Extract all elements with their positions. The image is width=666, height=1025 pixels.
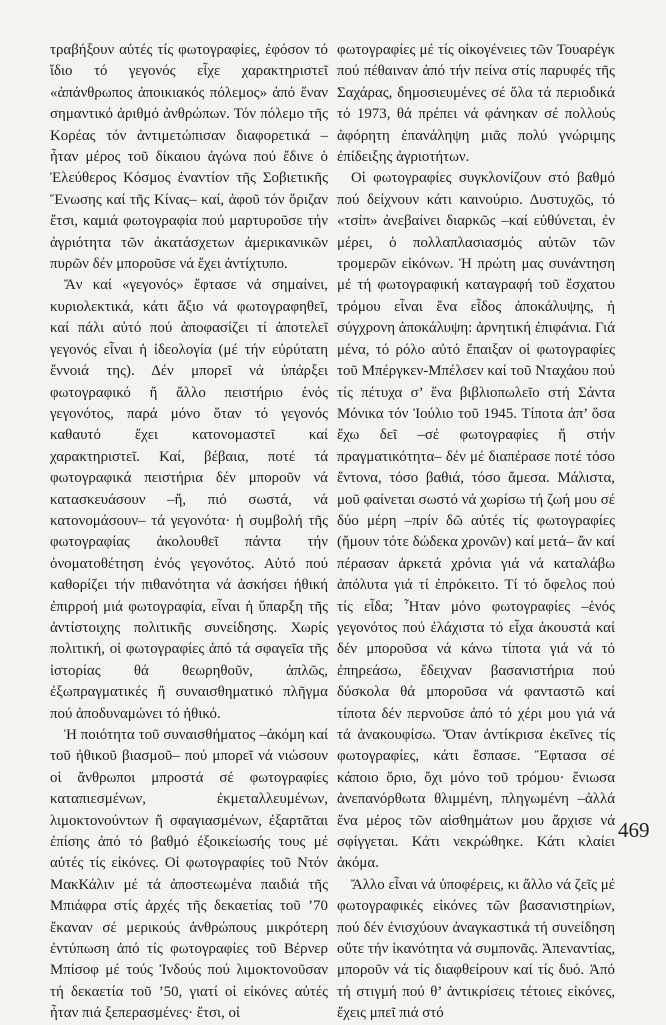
paragraph: τραβήξουν αὐτές τίς φωτογραφίες, ἐφόσον τό ἴδιο τό γεγονός εἶχε χαρακτηριστεῖ «ἀπάνθρωπος ἀποικιακός πόλεμος» ἀπό ἕναν σημαντικό ἀριθμό ἀνθρώπων. Τόν πόλεμο τῆς Κορέας τόν ἀντιμετώπισαν διαφορετικά –ἦταν μέρος τοῦ δίκαιου ἀγώνα πού ἔδινε ὁ Ἐλεύθερος Κόσμος ἐναντίον τῆς Σοβιετικῆς Ἕνωσης καί τῆς Κίνας– καί, ἀφοῦ τόν ὅριζαν ἔτσι, καμιά φωτογραφία πού μαρτυροῦσε τήν ἀγριότητα τῶν ἀκατάσχετων ἀμερικανικῶν πυρῶν δέν μποροῦσε νά ἔχει ἀντίχτυπο. xyxy=(50,42,328,273)
paragraph: Ἄλλο εἶναι νά ὑποφέρεις, κι ἄλλο νά ζεῖς μέ φωτογραφικές εἰκόνες τῶν βασανιστηρίων, πού δέν ἐνισχύουν ἀναγκαστικά τή συνείδηση οὔτε τήν ἱκανότητα νά συμπονᾶς. Ἀπεναντίας, μποροῦν νά τίς διαφθείρουν καί τίς δυό. Ἀπό τή στιγμή πού θ’ ἀντικρίσεις τέτοιες εἰκόνες, ἔχεις μπεῖ πιά στό xyxy=(337,876,615,1022)
paragraph: Οἱ φωτογραφίες συγκλονίζουν στό βαθμό πού δείχνουν κάτι καινούριο. Δυστυχῶς, τό «τσίπ» ἀνεβαίνει διαρκῶς –καί εὐθύνεται, ἐν μέρει, ὁ πολλαπλασιασμός αὐτῶν τῶν τρομερῶν εἰκόνων. Ἡ πρώτη μας συνάντηση μέ τή φωτογραφική καταγραφή τοῦ ἔσχατου τρόμου εἶναι ἕνα εἶδος ἀποκάλυψης, ἡ σύγχρονη ἀποκάλυψη: ἀρνητική ἐπιφάνια. Γιά μένα, τό ρόλο αὐτό ἔπαιξαν οἱ φωτογραφίες τοῦ Μπέργκεν-Μπέλσεν καί τοῦ Νταχάου πού τίς πέτυχα σ’ ἕνα βιβλιοπωλεῖο στή Σάντα Μόνικα τόν Ἰούλιο τοῦ 1945. Τίποτα ἀπ’ ὅσα ἔχω δεῖ –σέ φωτογραφίες ἤ στήν πραγματικότητα– δέν μέ διαπέρασε ποτέ τόσο ἔντονα, τόσο βαθιά, τόσο ἄμεσα. Μάλιστα, μοῦ φαίνεται σωστό νά χωρίσω τή ζωή μου σέ δύο μέρη –πρίν δῶ αὐτές τίς φωτογραφίες (ἤμουν τότε δώδεκα χρονῶν) καί μετά– ἄν καί πέρασαν ἀρκετά χρόνια γιά νά καταλάβω ἀπόλυτα γιά τί ἐπρόκειτο. Τί τό ὄφελος πού τίς εἶδα; Ἦταν μόνο φωτογραφίες –ἑνός γεγονότος πού ἐλάχιστα τό εἶχα ἀκουστά καί δέν μποροῦσα νά κάνω τίποτα γιά νά τό ἐπηρεάσω, ἔδειχναν βασανιστήρια πού δύσκολα θά μποροῦσα νά φανταστῶ καί τίποτα δέν περνοῦσε ἀπό τό χέρι μου γιά νά τά ἀνακουφίσω. Ὅταν ἀντίκρισα ἐκεῖνες τίς φωτογραφίες, κάτι ἔσπασε. Ἔφτασα σέ κάποιο ὅριο, ὄχι μόνο τοῦ τρόμου· ἔνιωσα ἀνεπανόρθωτα θλιμμένη, πληγωμένη –ἀλλά ἕνα μέρος τῶν αἰσθημάτων μου ἄρχισε νά σφίγγεται. Κάτι νεκρώθηκε. Κάτι κλαίει ἀκόμα. xyxy=(337,170,615,872)
paragraph: Ἡ ποιότητα τοῦ συναισθήματος –ἀκόμη καί τοῦ ἠθικοῦ βιασμοῦ– πού μπορεῖ νά νιώσουν οἱ ἄνθρωποι μπροστά σέ φωτογραφίες καταπιεσμένων, ἐκμεταλλευμένων, λιμοκτονούντων ἤ σφαγιασμένων, ἐξαρτᾶται ἐπίσης ἀπό τό βαθμό ἐξοικείωσής τους μέ αὐτές τίς εἰκόνες. Οἱ φωτογραφίες τοῦ Ντόν ΜακΚάλιν μέ τά ἀποστεωμένα παιδιά τῆς Μπιάφρα στίς ἀρχές τῆς δεκαετίας τοῦ ’70 ἔκαναν σέ μερικούς ἀνθρώπους μικρότερη ἐντύπωση ἀπό τίς φωτογραφίες τοῦ Βέρνερ Μπίσοφ μέ τούς Ἰνδούς πού λιμοκτονοῦσαν τή δεκαετία τοῦ ’50, γιατί οἱ εἰκόνες αὐτές ἦταν πιά ξεπερασμένες· ἔτσι, οἱ xyxy=(50,727,328,1022)
paragraph: φωτογραφίες μέ τίς οἰκογένειες τῶν Τουαρέγκ πού πέθαιναν ἀπό τήν πείνα στίς παρυφές τῆς Σαχάρας, δημοσιευμένες σέ ὅλα τά περιοδικά τό 1973, θά πρέπει νά φάνηκαν σέ πολλούς ἀφόρητη ἐπανάληψη μιᾶς πολύ γνώριμης ἐπίδειξης ἀγριοτήτων. xyxy=(337,42,615,166)
right-column xyxy=(337,40,615,1025)
left-column xyxy=(50,40,328,1025)
paragraph: Ἄν καί «γεγονός» ἔφτασε νά σημαίνει, κυριολεκτικά, κάτι ἄξιο νά φωτογραφηθεῖ, καί πάλι αὐτό πού ἀποφασίζει τί ἀποτελεῖ γεγονός εἶναι ἡ ἰδεολογία (μέ τήν εὐρύτατη ἔννοιά της). Δέν μπορεῖ νά ὑπάρξει φωτογραφικό ἤ ἄλλο πειστήριο ἑνός γεγονότος, παρά μόνο ὅταν τό γεγονός καθαυτό ἔχει κατονομαστεῖ καί χαρακτηριστεῖ. Καί, βέβαια, ποτέ τά φωτογραφικά πειστήρια δέν μποροῦν νά κατασκευάσουν –ἤ, πιό σωστά, νά κατονομάσουν– τά γεγονότα· ἡ συμβολή τῆς φωτογραφίας ἀκολουθεῖ πάντα τήν ὀνοματοθέτηση ἑνός γεγονότος. Αὐτό πού καθορίζει τήν πιθανότητα νά ἀσκήσει ἠθική ἐπιρροή μιά φωτογραφία, εἶναι ἡ ὕπαρξη τῆς ἀντίστοιχης πολιτικῆς συνείδησης. Χωρίς πολιτική, οἱ φωτογραφίες ἀπό τά σφαγεῖα τῆς ἱστορίας θά θεωρηθοῦν, ἁπλῶς, ἐξωπραγματικές ἤ συναισθηματικό πλῆγμα πού ἀποδυναμώνει τό ἠθικό. xyxy=(50,277,328,722)
page-number: 469 xyxy=(618,818,650,842)
